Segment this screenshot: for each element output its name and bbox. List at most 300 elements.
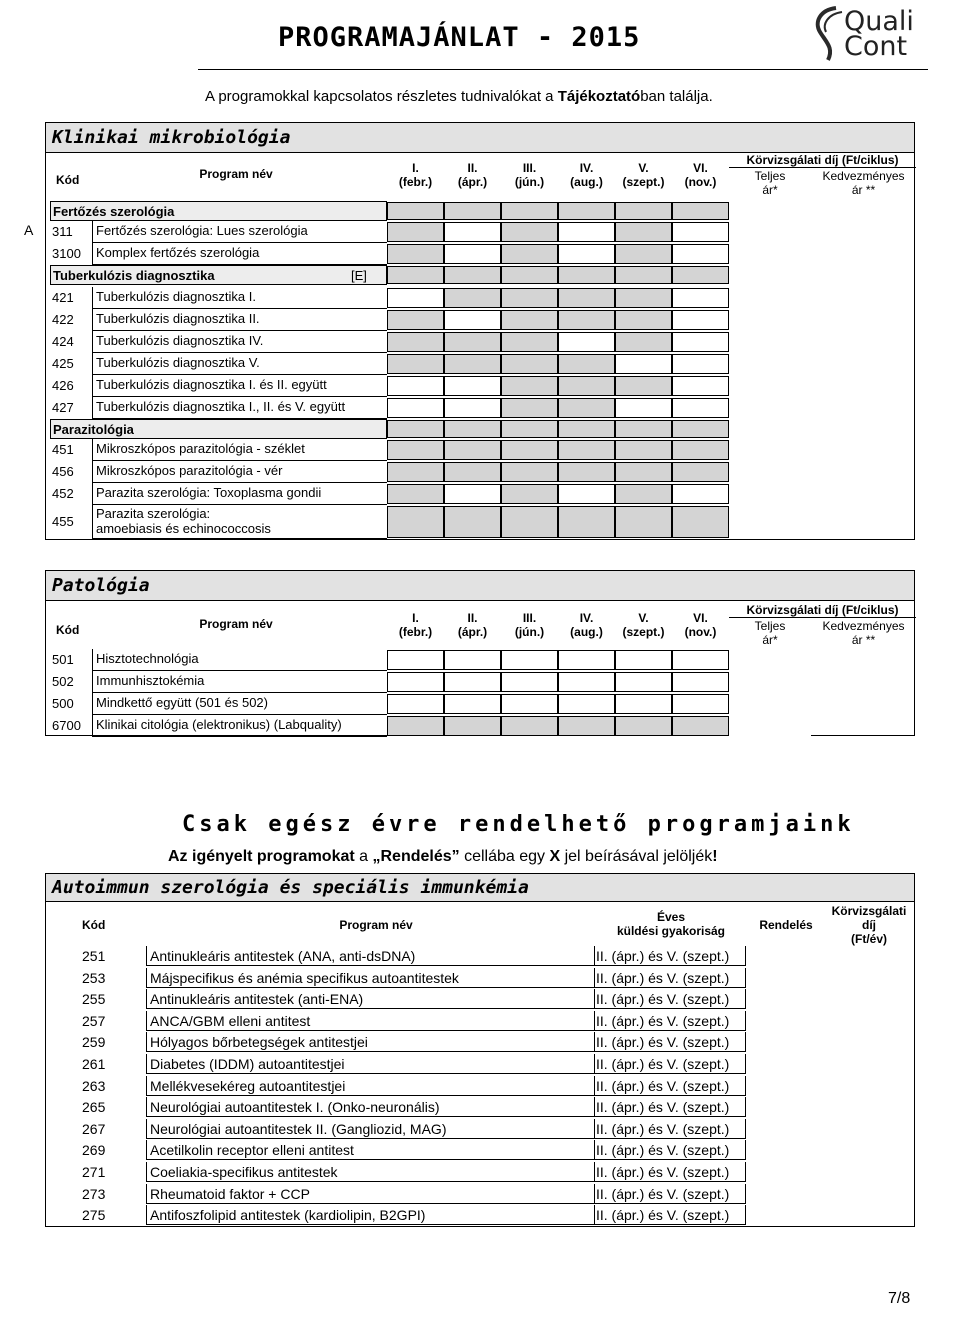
yearly-row-freq: II. (ápr.) és V. (szept.) [596,1077,730,1094]
patho-row [46,649,916,671]
patho-period-cell[interactable] [672,672,729,692]
micro-row [46,461,916,483]
yearly-row-name: Májspecifikus és anémia specifikus autoantitestek [150,969,459,986]
micro-row-name: Mikroszkópos parazitológia - vér [96,463,283,478]
micro-period-cell [672,506,729,538]
yearly-row-name: Antinukleáris antitestek (anti-ENA) [150,991,364,1008]
micro-period-cell [501,506,558,538]
micro-full-price-cell [729,398,811,418]
yearly-row-name: ANCA/GBM elleni antitest [150,1012,311,1029]
yearly-row-freq: II. (ápr.) és V. (szept.) [596,1056,730,1072]
micro-group-cell [615,420,672,438]
yearly-row-name: Hólyagos bőrbetegségek antitestjei [150,1034,368,1051]
yearly-order-cell[interactable] [752,1033,820,1051]
micro-header-fee-group: Körvizsgálati díj (Ft/ciklus) [746,153,899,167]
micro-period-cell [558,288,615,308]
micro-period-month: (jún.) [514,175,545,189]
micro-full-price-cell [729,222,811,242]
yearly-row-freq: II. (ápr.) és V. (szept.) [596,948,730,964]
micro-period-cell[interactable] [444,484,501,504]
patho-header-discount-price-2: ár ** [851,633,876,647]
order-instruction [168,848,718,866]
instr-bold-1: Az igényelt programokat [168,848,355,865]
yearly-row-code: 255 [82,991,106,1008]
yearly-row-freq: II. (ápr.) és V. (szept.) [596,1099,730,1116]
instr-bold-4: ! [712,848,718,865]
patho-period-cell[interactable] [615,650,672,670]
yearly-row-code: 269 [82,1142,106,1159]
micro-period-cell [672,462,729,482]
yearly-heading: Csak egész évre rendelhető programjaink [182,812,855,837]
micro-period-month: (febr.) [398,175,433,189]
micro-full-price-cell [729,506,811,538]
micro-row-code: 427 [52,400,74,415]
yearly-row [46,1011,916,1031]
micro-group-cell [672,202,729,220]
yearly-title: Autoimmun szerológia és speciális immunkémia [52,877,529,898]
micro-row-name: Parazita szerológia: [96,506,211,521]
micro-period-roman: III. [522,161,537,175]
patho-header-code: Kód [56,623,80,637]
patho-period-cell[interactable] [387,672,444,692]
micro-period-cell [558,462,615,482]
patho-period-cell[interactable] [558,650,615,670]
micro-period-cell[interactable] [444,398,501,418]
instr-mid-2: cellába egy [459,848,550,865]
yearly-row [46,946,916,966]
yearly-order-cell[interactable] [752,1163,820,1181]
patho-row-name: Klinikai citológia (elektronikus) (Labquality) [96,717,342,732]
patho-period-month: (febr.) [398,625,433,639]
yearly-row-freq: II. (ápr.) és V. (szept.) [596,1185,730,1202]
micro-row-code: 456 [52,464,74,479]
micro-group-cell [387,202,444,220]
patho-row-code: 502 [52,674,74,689]
patho-period-cell [558,716,615,736]
micro-row-code: 421 [52,290,74,305]
micro-period-cell [387,506,444,538]
micro-period-cell[interactable] [672,244,729,264]
yearly-row-code: 267 [82,1120,106,1137]
yearly-row [46,1205,916,1225]
micro-period-roman: I. [412,161,419,175]
yearly-row-freq: II. (ápr.) és V. (szept.) [596,969,730,986]
yearly-title-band [46,874,914,902]
micro-group-cell [672,266,729,284]
patho-period-cell[interactable] [444,672,501,692]
micro-period-cell [501,484,558,504]
yearly-header-code: Kód [82,918,106,932]
micro-period-cell [387,440,444,460]
patho-row [46,671,916,693]
patho-full-price-cell [729,716,811,736]
micro-full-price-cell [729,376,811,396]
patho-period-cell[interactable] [558,694,615,714]
page-number: 7/8 [888,1290,911,1307]
micro-period-cell[interactable] [444,376,501,396]
micro-header-discount-price-2: ár ** [851,183,876,197]
micro-row-code: 426 [52,378,74,393]
micro-period-month: (szept.) [622,175,665,189]
patho-row-name: Mindkettő együtt (501 és 502) [96,695,268,710]
yearly-header-freq-2: küldési gyakoriság [616,924,726,938]
side-marker: A [24,222,34,238]
yearly-row-freq: II. (ápr.) és V. (szept.) [596,991,730,1008]
yearly-order-cell[interactable] [752,1077,820,1095]
micro-group-cell [501,420,558,438]
micro-header-full-price: Teljes [754,169,786,183]
yearly-order-cell[interactable] [752,947,820,965]
patho-row [46,715,916,737]
micro-period-cell [444,332,501,352]
yearly-row [46,1076,916,1096]
info-text-bold2: ató [617,88,641,105]
micro-row-name: Tuberkulózis diagnosztika I., II. és V. együtt [96,399,346,414]
micro-period-cell[interactable] [672,484,729,504]
micro-period-cell[interactable] [558,222,615,242]
patho-period-cell [387,716,444,736]
micro-period-cell [672,440,729,460]
yearly-order-cell[interactable] [752,1098,820,1116]
patho-full-price-cell [729,650,811,670]
micro-period-cell [615,376,672,396]
instr-bold-3: X [549,848,561,865]
yearly-row-code: 251 [82,948,106,964]
micro-full-price-cell [729,354,811,374]
yearly-header-fee: Körvizsgálati [831,904,907,918]
patho-period-cell[interactable] [558,672,615,692]
yearly-order-cell[interactable] [752,990,820,1008]
yearly-row-name: Diabetes (IDDM) autoantitestjei [150,1056,345,1072]
micro-period-cell[interactable] [558,332,615,352]
micro-header-code: Kód [56,173,80,187]
patho-row-name: Hisztotechnológia [96,651,199,666]
micro-row [46,505,916,539]
micro-period-cell [501,354,558,374]
instr-bold-2: „Rendelés” [372,848,460,865]
yearly-row [46,1184,916,1204]
yearly-row-code: 263 [82,1077,106,1094]
yearly-row-name: Mellékvesekéreg autoantitestjei [150,1077,346,1094]
micro-group-cell [558,420,615,438]
micro-period-cell [444,462,501,482]
micro-period-cell [387,310,444,330]
patho-period-cell [501,716,558,736]
micro-full-price-cell [729,462,811,482]
patho-period-cell[interactable] [501,694,558,714]
yearly-row-freq: II. (ápr.) és V. (szept.) [596,1207,730,1224]
micro-period-cell [501,244,558,264]
patho-full-price-cell [729,694,811,714]
micro-period-month: (nov.) [684,175,717,189]
micro-period-cell [387,484,444,504]
patho-period-month: (szept.) [622,625,665,639]
micro-title: Klinikai mikrobiológia [52,127,291,148]
micro-full-price-cell [729,288,811,308]
micro-period-cell[interactable] [387,288,444,308]
micro-period-cell[interactable] [444,310,501,330]
yearly-order-cell[interactable] [752,1141,820,1159]
header-divider [198,69,928,70]
micro-period-month: (ápr.) [457,175,488,189]
instr-mid-1: a [354,848,373,865]
micro-header-program-name: Program név [199,167,273,181]
micro-row [46,439,916,461]
micro-group-heading [50,265,387,285]
micro-row [46,309,916,331]
micro-period-cell [615,506,672,538]
micro-group-cell [444,202,501,220]
patho-period-month: (jún.) [514,625,545,639]
micro-group-cell [387,420,444,438]
micro-group-cell [558,266,615,284]
micro-period-cell [501,310,558,330]
yearly-row [46,989,916,1009]
patho-period-roman: I. [412,611,419,625]
micro-row [46,243,916,265]
patho-row-name: Immunhisztokémia [96,673,205,688]
micro-period-cell [387,354,444,374]
micro-group-heading [50,419,387,439]
micro-period-cell[interactable] [672,332,729,352]
micro-row-name: Tuberkulózis diagnosztika II. [96,311,260,326]
micro-header-discount-price: Kedvezményes [822,169,905,183]
yearly-header-program-name: Program név [339,918,413,932]
patho-period-cell [672,716,729,736]
yearly-row-name: Antinukleáris antitestek (ANA, anti-dsDNA) [150,948,416,964]
micro-period-cell [501,462,558,482]
micro-period-cell [615,222,672,242]
patho-period-cell[interactable] [387,694,444,714]
yearly-order-cell[interactable] [752,1206,820,1224]
patho-period-roman: II. [467,611,478,625]
micro-period-cell[interactable] [444,222,501,242]
micro-group-heading-text: Fertőzés szerológia [53,204,175,219]
micro-period-cell [501,376,558,396]
micro-period-cell [501,398,558,418]
patho-row-code: 6700 [52,718,81,733]
patho-period-cell[interactable] [672,694,729,714]
micro-period-cell[interactable] [387,376,444,396]
micro-period-cell [558,376,615,396]
patho-title: Patológia [52,575,150,596]
micro-row-code: 3100 [52,246,81,261]
yearly-order-cell[interactable] [752,1185,820,1203]
patho-full-price-cell [729,672,811,692]
micro-row [46,397,916,419]
yearly-order-cell[interactable] [752,969,820,987]
micro-group-cell [501,202,558,220]
micro-row-name: Komplex fertőzés szerológia [96,245,260,260]
yearly-row [46,1032,916,1052]
micro-period-cell[interactable] [558,244,615,264]
yearly-row [46,1097,916,1117]
yearly-row-freq: II. (ápr.) és V. (szept.) [596,1142,730,1159]
micro-period-cell [501,288,558,308]
yearly-row-freq: II. (ápr.) és V. (szept.) [596,1034,730,1051]
micro-row-code: 424 [52,334,74,349]
yearly-row-name: Neurológiai autoantitestek II. (Gangliozid, MAG) [150,1120,447,1137]
micro-full-price-cell [729,440,811,460]
micro-row [46,221,916,243]
micro-group-cell [444,266,501,284]
micro-row [46,353,916,375]
micro-period-cell[interactable] [672,222,729,242]
yearly-header-fee-3: (Ft/év) [851,932,887,946]
patho-period-cell[interactable] [672,650,729,670]
micro-period-cell[interactable] [672,288,729,308]
micro-period-roman: VI. [693,161,708,175]
qualicont-logo [806,4,926,66]
micro-group-cell [558,202,615,220]
micro-period-cell [615,440,672,460]
micro-group-cell [501,266,558,284]
micro-period-roman: V. [638,161,649,175]
micro-period-cell[interactable] [387,398,444,418]
yearly-header-fee-2: díj [862,918,876,932]
patho-period-cell[interactable] [501,672,558,692]
instr-mid-3: jel beírásával jelöljék [560,848,713,865]
micro-row-name-2: amoebiasis és echinococcosis [96,521,271,536]
micro-period-cell [444,354,501,374]
info-text-after: ban találja. [640,88,713,105]
micro-period-cell [387,222,444,242]
yearly-row-code: 253 [82,969,106,986]
patho-row-code: 500 [52,696,74,711]
patho-row [46,693,916,715]
micro-period-month: (aug.) [570,175,603,189]
micro-period-cell [558,310,615,330]
yearly-row-code: 273 [82,1185,106,1202]
yearly-row [46,1162,916,1182]
patho-period-cell[interactable] [615,694,672,714]
yearly-order-cell[interactable] [752,1012,820,1030]
patho-period-cell[interactable] [501,650,558,670]
micro-period-cell [615,332,672,352]
micro-period-cell[interactable] [558,484,615,504]
patho-header-discount-price: Kedvezményes [822,619,905,633]
patho-header-full-price-2: ár* [762,633,778,647]
micro-group-heading-text: Parazitológia [53,422,134,437]
micro-row-code: 311 [52,224,73,239]
micro-period-cell [558,440,615,460]
micro-full-price-cell [729,244,811,264]
patho-period-month: (ápr.) [457,625,488,639]
yearly-row-code: 261 [82,1056,106,1072]
info-text-before: A programokkal kapcsolatos részletes tudnivalókat a [205,88,558,105]
micro-row-name: Fertőzés szerológia: Lues szerológia [96,223,308,238]
yearly-row-freq: II. (ápr.) és V. (szept.) [596,1012,730,1029]
micro-group-heading-extra: [E] [351,268,367,283]
micro-period-cell [615,288,672,308]
micro-row-code: 422 [52,312,74,327]
patho-title-band [46,571,914,601]
micro-period-cell[interactable] [672,354,729,374]
patho-period-cell[interactable] [387,650,444,670]
micro-period-cell [444,506,501,538]
micro-period-cell [615,310,672,330]
page-title: PROGRAMAJÁNLAT - 2015 [278,22,641,53]
micro-period-cell [558,398,615,418]
micro-period-cell[interactable] [615,354,672,374]
micro-row-name: Tuberkulózis diagnosztika IV. [96,333,264,348]
micro-row-code: 451 [52,442,74,457]
micro-row-name: Parazita szerológia: Toxoplasma gondii [96,485,322,500]
yearly-table [45,873,915,1227]
patho-period-month: (nov.) [684,625,717,639]
yearly-order-cell[interactable] [752,1055,820,1073]
patho-period-cell[interactable] [444,650,501,670]
yearly-row-name: Rheumatoid faktor + CCP [150,1185,310,1202]
micro-period-cell [444,440,501,460]
yearly-order-cell[interactable] [752,1120,820,1138]
micro-group-cell [615,202,672,220]
micro-period-roman: IV. [579,161,594,175]
yearly-row-name: Acetilkolin receptor elleni antitest [150,1142,354,1159]
logo-text-cont: Cont [844,31,908,62]
patho-table [45,570,915,736]
micro-period-cell [558,354,615,374]
patho-period-month: (aug.) [570,625,603,639]
micro-period-cell[interactable] [444,244,501,264]
micro-row-name: Mikroszkópos parazitológia - széklet [96,441,305,456]
micro-row [46,483,916,505]
micro-period-cell [387,332,444,352]
micro-period-cell [615,462,672,482]
micro-row-code: 452 [52,486,74,501]
yearly-row-code: 271 [82,1164,106,1180]
micro-period-cell [387,244,444,264]
yearly-row [46,968,916,988]
yearly-row [46,1119,916,1139]
yearly-row [46,1140,916,1160]
patho-header-fee-group: Körvizsgálati díj (Ft/ciklus) [746,603,899,617]
micro-row-name: Tuberkulózis diagnosztika I. és II. együtt [96,377,327,392]
micro-row-code: 455 [52,514,74,529]
micro-period-cell [615,244,672,264]
micro-period-cell[interactable] [672,376,729,396]
patho-row-code: 501 [52,652,74,667]
patho-period-roman: III. [522,611,537,625]
micro-full-price-cell [729,332,811,352]
micro-full-price-cell [729,310,811,330]
info-line [205,88,713,105]
micro-period-cell[interactable] [615,398,672,418]
patho-period-cell[interactable] [444,694,501,714]
micro-period-cell [501,222,558,242]
yearly-row-code: 275 [82,1207,106,1224]
micro-row [46,287,916,309]
micro-period-cell [444,288,501,308]
yearly-row-freq: II. (ápr.) és V. (szept.) [596,1164,730,1180]
patho-period-cell[interactable] [615,672,672,692]
patho-period-roman: V. [638,611,649,625]
micro-full-price-cell [729,484,811,504]
yearly-row-name: Neurológiai autoantitestek I. (Onko-neuronális) [150,1099,440,1116]
yearly-row-name: Coeliakia-specifikus antitestek [150,1164,338,1180]
patho-period-cell [444,716,501,736]
micro-row-code: 425 [52,356,74,371]
micro-period-cell[interactable] [672,398,729,418]
micro-period-cell[interactable] [672,310,729,330]
logo-text-quali: Quali [844,6,914,37]
micro-group-heading [50,201,387,221]
micro-row [46,331,916,353]
micro-period-cell [615,484,672,504]
yearly-row-name: Antifoszfolipid antitestek (kardiolipin, B2GPI) [150,1207,426,1224]
patho-header-fee-rule [729,617,916,618]
micro-table [45,122,915,540]
